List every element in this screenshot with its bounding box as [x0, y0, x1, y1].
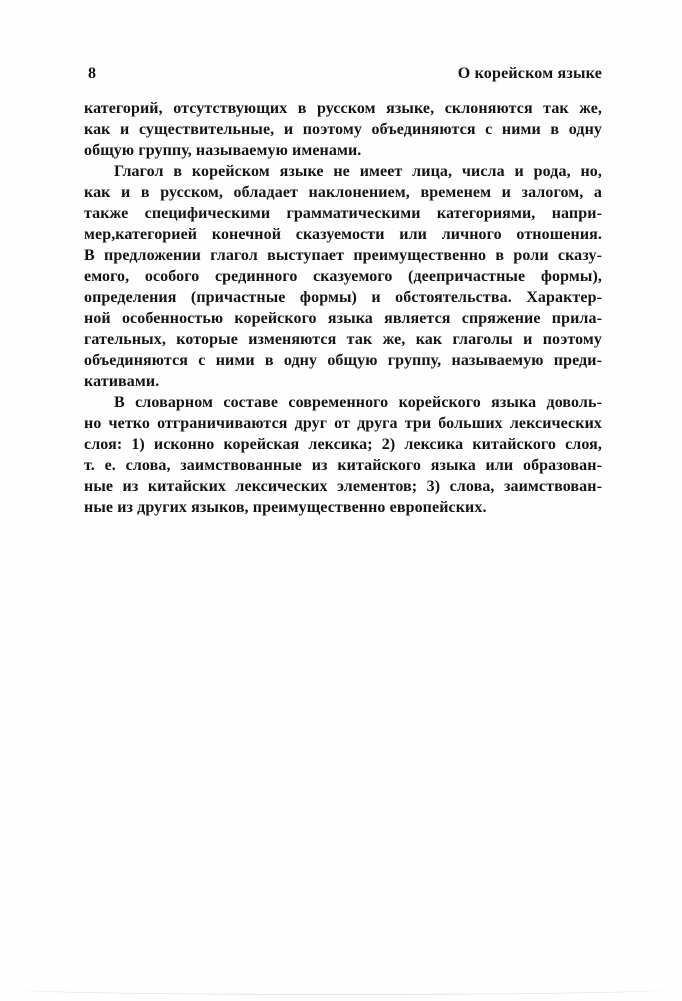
- running-title: О корейском языке: [457, 65, 602, 82]
- text-line: слоя: 1) исконно корейская лексика; 2) лексика китайского слоя,: [84, 436, 602, 453]
- paragraph: [84, 392, 602, 518]
- text-line: как и существительные, и поэтому объединяются с ними в одну: [84, 121, 602, 138]
- page-header: [84, 64, 602, 84]
- text-line: ной особенностью корейского языка является спряжение прила-: [84, 310, 602, 327]
- paragraph: [84, 161, 602, 392]
- text-line: также специфическими грамматическими категориями, напри-: [84, 205, 602, 222]
- text-line: В предложении глагол выступает преимущественно в роли сказу-: [84, 247, 602, 264]
- text-line: но четко отграничиваются друг от друга три больших лексических: [84, 415, 602, 432]
- text-line: мер,категорией конечной сказуемости или личного отношения.: [84, 226, 602, 243]
- text-line: ные из китайских лексических элементов; 3) слова, заимствован-: [84, 478, 602, 495]
- text-line: объединяются с ними в одну общую группу, называемую преди-: [84, 352, 602, 369]
- page-body: [84, 98, 602, 518]
- text-line: ные из других языков, преимущественно европейских.: [84, 499, 487, 516]
- page-number: 8: [88, 65, 96, 82]
- text-line: т. е. слова, заимствованные из китайского языка или образован-: [84, 457, 602, 474]
- text-line: Глагол в корейском языке не имеет лица, числа и рода, но,: [114, 163, 602, 180]
- paragraph: [84, 98, 602, 161]
- text-line: В словарном составе современного корейского языка доволь-: [114, 394, 602, 411]
- text-line: как и в русском, обладает наклонением, временем и залогом, а: [84, 184, 602, 201]
- page-edge-shadow: [10, 989, 676, 995]
- text-line: общую группу, называемую именами.: [84, 142, 362, 159]
- text-line: категорий, отсутствующих в русском языке, склоняются так же,: [84, 100, 602, 117]
- text-line: определения (причастные формы) и обстоятельства. Характер-: [84, 289, 602, 306]
- text-line: гательных, которые изменяются так же, как глаголы и поэтому: [84, 331, 602, 348]
- text-line: емого, особого срединного сказуемого (деепричастные формы),: [84, 268, 602, 285]
- text-line: кативами.: [84, 373, 160, 390]
